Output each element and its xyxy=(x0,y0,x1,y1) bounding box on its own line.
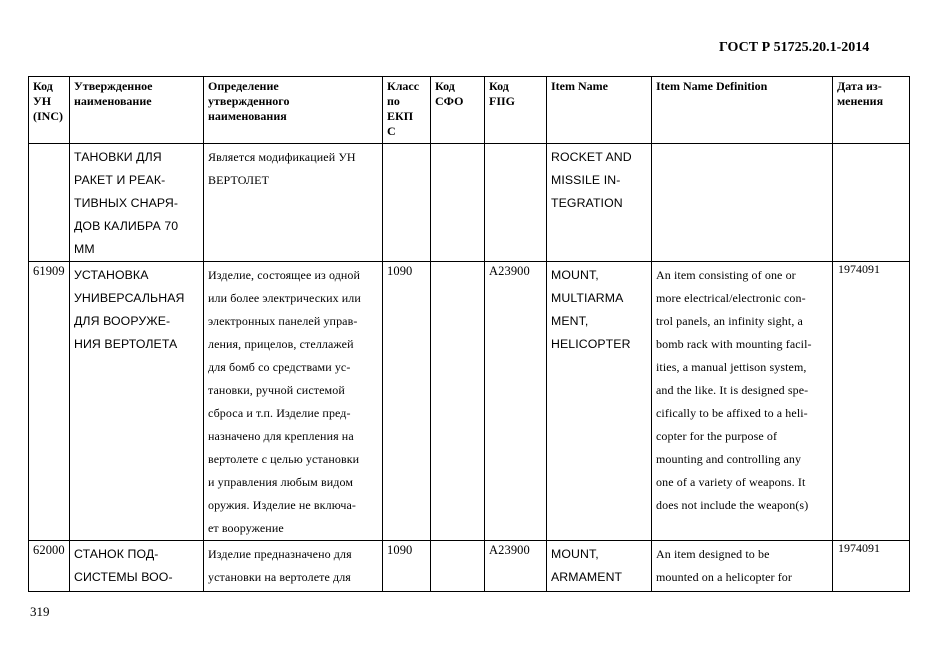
text-line: mounted on a helicopter for xyxy=(656,570,792,584)
definition-cell xyxy=(204,541,383,592)
text-line: Дата из- xyxy=(837,79,882,93)
item-definition-cell xyxy=(652,541,833,592)
change-date-cell: 1974091 xyxy=(833,262,910,541)
text-line: TEGRATION xyxy=(551,196,623,210)
fiig-cell: A23900 xyxy=(485,541,547,592)
text-line: С xyxy=(387,124,396,138)
header-sfo xyxy=(431,77,485,144)
table-row xyxy=(29,144,910,262)
text-line: MOUNT, xyxy=(551,268,599,282)
text-line: или более электрических или xyxy=(208,291,361,305)
header-inc xyxy=(29,77,70,144)
text-line: установки на вертолете для xyxy=(208,570,351,584)
change-date-cell xyxy=(833,144,910,262)
inc-cell xyxy=(29,144,70,262)
header-item-name-definition xyxy=(652,77,833,144)
item-name-cell xyxy=(547,262,652,541)
text-line: and the like. It is designed spe- xyxy=(656,383,809,397)
text-line: сброса и т.п. Изделие пред- xyxy=(208,406,351,420)
text-line: An item consisting of one or xyxy=(656,268,796,282)
text-line: СФО xyxy=(435,94,464,108)
text-line: назначено для крепления на xyxy=(208,429,354,443)
text-line: (INC) xyxy=(33,109,63,123)
text-line: bomb rack with mounting facil- xyxy=(656,337,812,351)
header-item-name xyxy=(547,77,652,144)
inc-cell: 61909 xyxy=(29,262,70,541)
class-cell xyxy=(383,144,431,262)
text-line: Определение xyxy=(208,79,279,93)
text-line: Код xyxy=(489,79,509,93)
sfo-cell xyxy=(431,144,485,262)
header-fiig xyxy=(485,77,547,144)
text-line: Класс xyxy=(387,79,420,93)
text-line: MISSILE IN- xyxy=(551,173,621,187)
approved-name-cell xyxy=(70,541,204,592)
item-name-cell xyxy=(547,541,652,592)
text-line: ет вооружение xyxy=(208,521,284,535)
text-line: ДЛЯ ВООРУЖЕ- xyxy=(74,314,171,328)
text-line: Является модификацией УН xyxy=(208,150,356,164)
item-name-cell xyxy=(547,144,652,262)
class-cell: 1090 xyxy=(383,262,431,541)
text-line: trol panels, an infinity sight, a xyxy=(656,314,803,328)
text-line: СТАНОК ПОД- xyxy=(74,547,159,561)
text-line: MOUNT, xyxy=(551,547,599,561)
text-line: FIIG xyxy=(489,94,516,108)
header-definition xyxy=(204,77,383,144)
text-line: ММ xyxy=(74,242,95,256)
class-cell: 1090 xyxy=(383,541,431,592)
text-line: ТАНОВКИ ДЛЯ xyxy=(74,150,162,164)
text-line: оружия. Изделие не включа- xyxy=(208,498,356,512)
text-line: УНИВЕРСАЛЬНАЯ xyxy=(74,291,185,305)
inc-cell: 62000 xyxy=(29,541,70,592)
text-line: утвержденного xyxy=(208,94,290,108)
text-line: электронных панелей управ- xyxy=(208,314,358,328)
text-line: Код xyxy=(33,79,53,93)
definition-cell xyxy=(204,262,383,541)
text-line: менения xyxy=(837,94,884,108)
text-line: ЕКП xyxy=(387,109,414,123)
definition-cell xyxy=(204,144,383,262)
text-line: РАКЕТ И РЕАК- xyxy=(74,173,166,187)
header-change-date xyxy=(833,77,910,144)
change-date-cell: 1974091 xyxy=(833,541,910,592)
text-line: УН xyxy=(33,94,52,108)
text-line: Item Name Definition xyxy=(656,79,768,93)
table-header-row xyxy=(29,77,910,144)
table-row xyxy=(29,262,910,541)
text-line: Утвержденное xyxy=(74,79,153,93)
table-row xyxy=(29,541,910,592)
text-line: по xyxy=(387,94,400,108)
text-line: НИЯ ВЕРТОЛЕТА xyxy=(74,337,178,351)
text-line: наименование xyxy=(74,94,152,108)
text-line: ROCKET AND xyxy=(551,150,632,164)
text-line: MENT, xyxy=(551,314,589,328)
approved-name-cell xyxy=(70,262,204,541)
text-line: УСТАНОВКА xyxy=(74,268,149,282)
text-line: Изделие предназначено для xyxy=(208,547,352,561)
item-definition-cell xyxy=(652,144,833,262)
text-line: наименования xyxy=(208,109,287,123)
text-line: mounting and controlling any xyxy=(656,452,802,466)
text-line: Изделие, состоящее из одной xyxy=(208,268,361,282)
text-line: тановки, ручной системой xyxy=(208,383,345,397)
sfo-cell xyxy=(431,262,485,541)
text-line: MULTIARMA xyxy=(551,291,624,305)
header-class xyxy=(383,77,431,144)
text-line: ARMAMENT xyxy=(551,570,623,584)
document-standard-header: ГОСТ Р 51725.20.1-2014 xyxy=(719,40,870,55)
page-number: 319 xyxy=(30,604,50,619)
fiig-cell: A23900 xyxy=(485,262,547,541)
text-line: ВЕРТОЛЕТ xyxy=(208,173,269,187)
text-line: ities, a manual jettison system, xyxy=(656,360,807,374)
text-line: ДОВ КАЛИБРА 70 xyxy=(74,219,179,233)
text-line: HELICOPTER xyxy=(551,337,631,351)
text-line: для бомб со средствами ус- xyxy=(208,360,351,374)
text-line: ления, прицелов, стеллажей xyxy=(208,337,354,351)
catalog-table xyxy=(28,76,910,592)
text-line: copter for the purpose of xyxy=(656,429,778,443)
item-definition-cell xyxy=(652,262,833,541)
text-line: more electrical/electronic con- xyxy=(656,291,806,305)
fiig-cell xyxy=(485,144,547,262)
sfo-cell xyxy=(431,541,485,592)
text-line: cifically to be affixed to a heli- xyxy=(656,406,808,420)
text-line: one of a variety of weapons. It xyxy=(656,475,806,489)
text-line: Код xyxy=(435,79,455,93)
text-line: does not include the weapon(s) xyxy=(656,498,809,512)
text-line: An item designed to be xyxy=(656,547,770,561)
text-line: Item Name xyxy=(551,79,608,93)
text-line: вертолете с целью установки xyxy=(208,452,360,466)
approved-name-cell xyxy=(70,144,204,262)
text-line: ТИВНЫХ СНАРЯ- xyxy=(74,196,179,210)
header-approved-name xyxy=(70,77,204,144)
text-line: и управления любым видом xyxy=(208,475,354,489)
text-line: СИСТЕМЫ ВОО- xyxy=(74,570,173,584)
